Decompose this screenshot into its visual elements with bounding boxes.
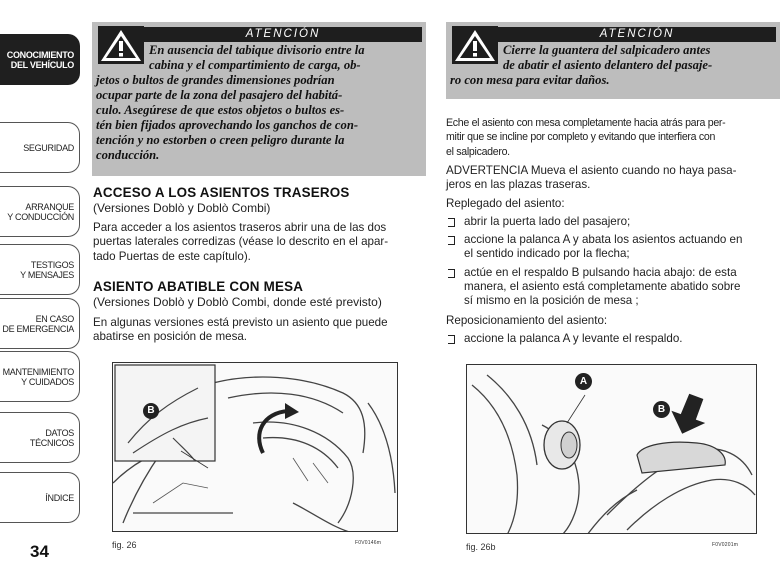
chapter-tab-label: ÍNDICE: [45, 492, 74, 503]
folding-step: [446, 215, 780, 229]
intro-paragraph: [446, 116, 780, 159]
text-line: En algunas versiones está previsto un asiento que puede: [93, 316, 388, 329]
text-line: tado Puertas de este capítulo).: [93, 249, 251, 263]
text-line: manera, el asiento está completamente abatido sobre: [464, 279, 741, 293]
callout-b: B: [653, 401, 670, 418]
text-line: abatirse en posición de mesa.: [93, 330, 248, 344]
chapter-tab-seguridad[interactable]: [0, 122, 80, 173]
chapter-tab-label: ARRANQUE Y CONDUCCIÓN: [7, 201, 74, 222]
text-line: sí mismo en la posición de mesa ;: [464, 294, 639, 308]
text-line: el salpicadero.: [446, 145, 510, 158]
chapter-tab-arranque[interactable]: [0, 186, 80, 237]
chapter-tab-conocimiento[interactable]: [0, 34, 80, 85]
repositioning-step: [446, 332, 780, 346]
warning-text-top: [503, 43, 712, 73]
warning-line: Cierre la guantera del salpicadero antes: [503, 43, 711, 57]
figure-26b-label: fig. 26b: [466, 542, 496, 552]
bullet-marker: [448, 236, 455, 245]
warning-header: ATENCIÓN: [498, 27, 776, 42]
bullet-marker: [448, 335, 455, 344]
section-title: ASIENTO ABATIBLE CON MESA: [93, 279, 304, 294]
section-paragraph: [93, 221, 427, 264]
callout-b: B: [143, 403, 159, 419]
section-subtitle: (Versiones Doblò y Doblò Combi, donde esté previsto): [93, 295, 382, 309]
folding-step: [446, 266, 780, 309]
advertencia-paragraph: [446, 164, 780, 193]
section-subtitle: (Versiones Doblò y Doblò Combi): [93, 201, 271, 215]
warning-line: tén bien fijados aprovechando los ganchos de con-: [96, 117, 359, 132]
chapter-tab-mantenimiento[interactable]: [0, 351, 80, 402]
text-line: el sentido indicado por la flecha;: [464, 247, 630, 261]
text-line: Para acceder a los asientos traseros abrir una de las dos: [93, 221, 387, 234]
right-warning-box: [446, 22, 780, 99]
warning-triangle-icon: [98, 26, 144, 64]
chapter-tab-label: MANTENIMIENTO Y CUIDADOS: [2, 366, 74, 387]
warning-line: tención y no estorben o creen peligro durante la: [96, 132, 345, 147]
figure-26b-illustration: [466, 364, 757, 534]
warning-triangle-icon: [452, 26, 498, 64]
text-line: jeros en las plazas traseras.: [446, 178, 591, 192]
warning-line: cabina y el compartimiento de carga, ob-: [149, 57, 361, 72]
text-line: actúe en el respaldo B pulsando hacia abajo: de esta: [464, 265, 737, 279]
chapter-tab-indice[interactable]: [0, 472, 80, 523]
warning-text-body: [96, 73, 358, 162]
warning-text-body: [450, 73, 610, 88]
chapter-tab-label: DATOS TÉCNICOS: [29, 427, 74, 448]
folding-step: [446, 233, 780, 262]
warning-line: En ausencia del tabique divisorio entre la: [149, 43, 365, 57]
text-line: accione la palanca A y abata los asientos actuando en: [464, 233, 743, 247]
chapter-tab-label: SEGURIDAD: [23, 142, 74, 153]
warning-line: culo. Asegúrese de que estos objetos o bultos es-: [96, 102, 345, 117]
left-warning-box: [92, 22, 426, 176]
warning-line: ocupar parte de la zona del pasajero del habitá-: [96, 87, 343, 102]
bullet-marker: [448, 269, 455, 278]
text-line: accione la palanca A y levante el respaldo.: [464, 331, 683, 345]
bullet-marker: [448, 218, 455, 227]
chapter-tab-emergencia[interactable]: [0, 298, 80, 349]
right-instructions: [446, 116, 780, 346]
section-rear-seats: [93, 185, 427, 264]
chapter-tab-datos-tecnicos[interactable]: [0, 412, 80, 463]
page-number: 34: [30, 542, 49, 561]
figure-26-code: F0V0146m: [355, 540, 382, 546]
warning-line: de abatir el asiento delantero del pasaje-: [503, 57, 713, 72]
section-title: ACCESO A LOS ASIENTOS TRASEROS: [93, 185, 350, 200]
text-line: Eche el asiento con mesa completamente hacia atrás para per-: [446, 117, 726, 129]
section-paragraph: [93, 316, 427, 345]
chapter-tab-label: CONOCIMIENTO DEL VEHÍCULO: [6, 49, 74, 70]
chapter-tab-label: TESTIGOS Y MENSAJES: [20, 259, 74, 280]
figure-26-label: fig. 26: [112, 540, 137, 550]
text-line: mitir que se incline por completo y evitando que interfiera con: [446, 131, 716, 144]
warning-line: ro con mesa para evitar daños.: [450, 73, 610, 87]
chapter-tab-label: EN CASO DE EMERGENCIA: [2, 313, 74, 334]
repositioning-heading: Reposicionamiento del asiento:: [446, 313, 608, 327]
folding-heading: Replegado del asiento:: [446, 197, 565, 211]
figure-26-illustration: [112, 362, 398, 532]
warning-line: conducción.: [96, 147, 160, 162]
seat-lever-drawing: [467, 365, 757, 534]
chapter-sidebar: [0, 20, 80, 530]
figure-26b-code: F0V0201m: [712, 542, 739, 548]
seat-folding-drawing: [113, 363, 398, 532]
text-line: abrir la puerta lado del pasajero;: [464, 214, 631, 228]
warning-header: ATENCIÓN: [144, 27, 422, 42]
warning-line: jetos o bultos de grandes dimensiones podrían: [96, 73, 335, 87]
text-line: ADVERTENCIA Mueva el asiento cuando no haya pasa-: [446, 163, 737, 177]
chapter-tab-testigos[interactable]: [0, 244, 80, 295]
text-line: puertas laterales corredizas (véase lo descrito en el apar-: [93, 235, 389, 249]
warning-text-top: [149, 43, 365, 73]
section-table-seat: [93, 279, 427, 345]
callout-a: A: [575, 373, 592, 390]
